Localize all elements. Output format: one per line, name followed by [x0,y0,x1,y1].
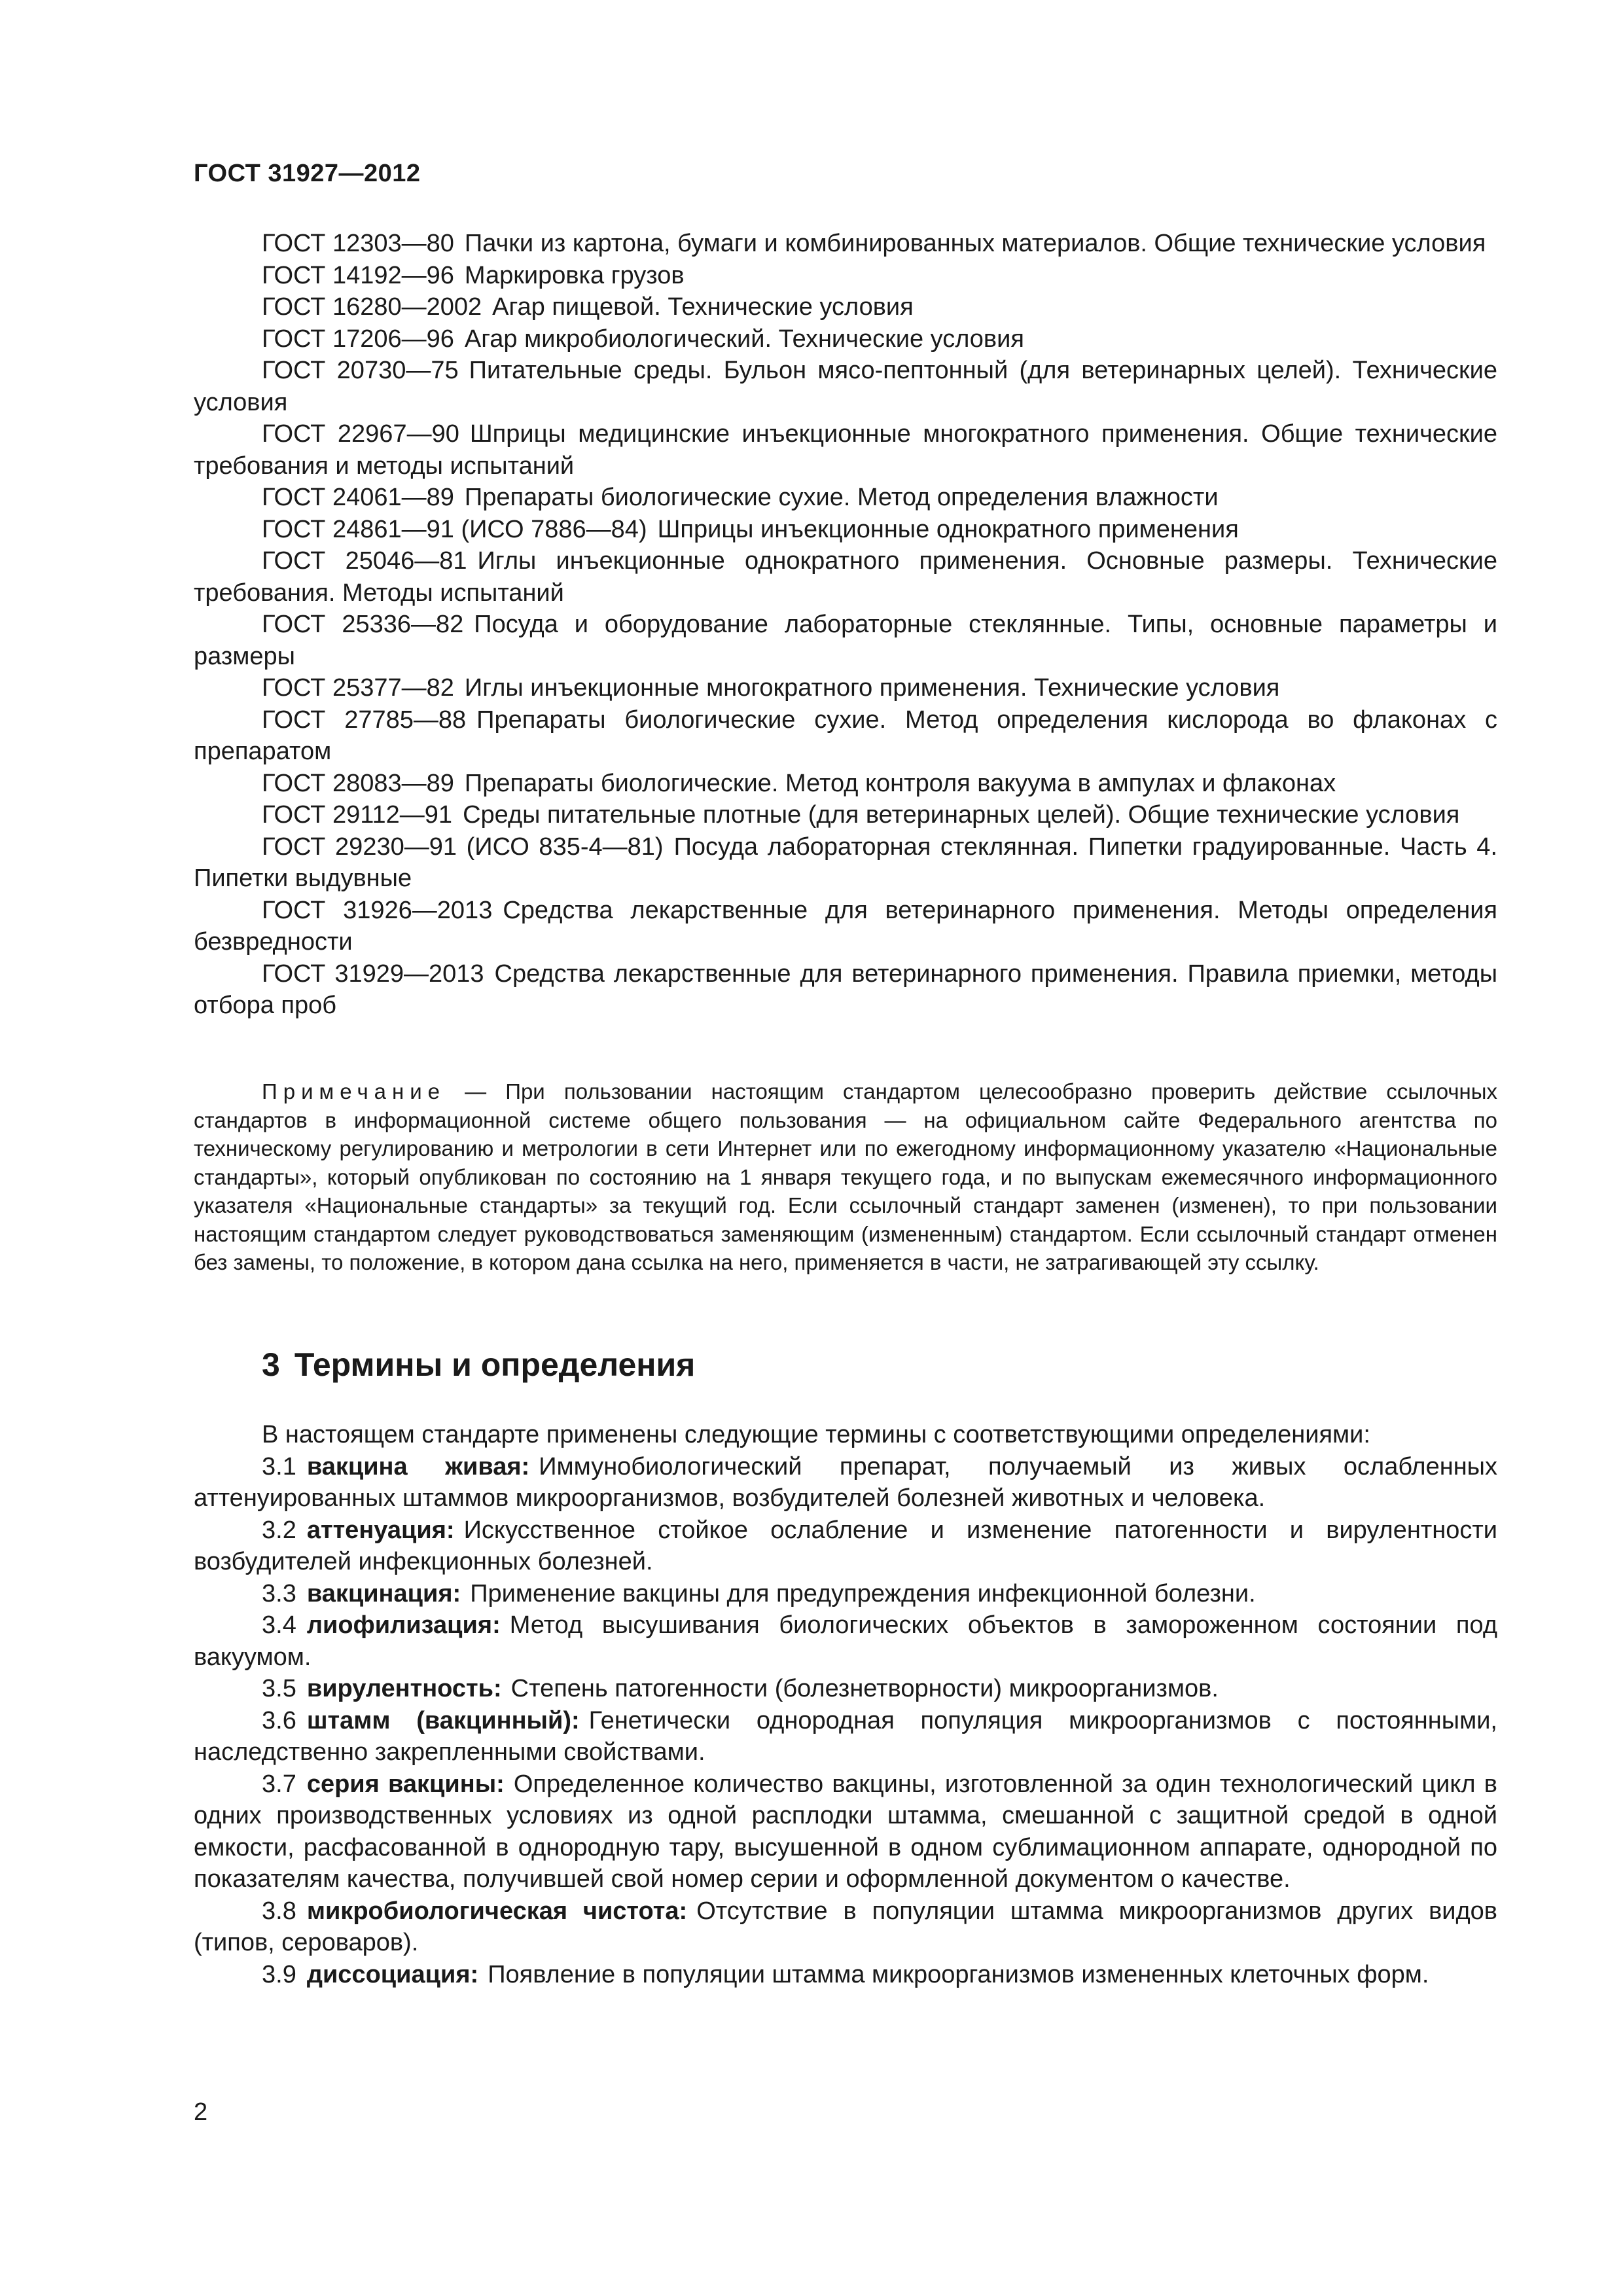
reference-code: ГОСТ 25377—82 [262,674,454,702]
reference-item [194,545,1497,609]
reference-title: Препараты биологические сухие. Метод определения влажности [464,484,1219,511]
term-definition: Иммунобиологический препарат, получаемый из живых ослабленных аттенуированных штаммов микроорганизмов, возбудителей болезней животных и человека. [194,1452,1497,1512]
term-name: микробиологическая чистота: [306,1897,688,1925]
reference-code: ГОСТ 16280—2002 [262,293,482,321]
normative-references-list [194,228,1497,1022]
reference-code: ГОСТ 31929—2013 [262,960,484,988]
reference-code: ГОСТ 29112—91 [262,801,453,829]
reference-item [194,831,1497,895]
term-item [194,1451,1497,1515]
reference-item [194,609,1497,672]
term-definition: Отсутствие в популяции штамма микроорганизмов других видов (типов, сероваров). [194,1897,1497,1956]
term-name: лиофилизация: [306,1611,501,1639]
reference-title: Агар микробиологический. Технические условия [464,325,1024,353]
reference-title: Маркировка грузов [464,261,685,289]
reference-item [194,355,1497,418]
reference-title: Посуда и оборудование лабораторные стеклянные. Типы, основные параметры и размеры [194,611,1498,670]
reference-item [194,228,1497,260]
term-name: штамм (вакцинный): [306,1706,580,1734]
term-number: 3.1 [262,1452,296,1480]
references-note [194,1077,1497,1277]
reference-item [194,799,1497,831]
reference-title: Средства лекарственные для ветеринарного применения. Правила приемки, методы отбора проб [194,960,1498,1019]
term-definition: Определенное количество вакцины, изготовленной за один технологический цикл в одних производственных условиях из одной расплодки штамма, смешанной с защитной средой в одной емкости, расфасованной в однородную тару, высушенной в одном сублимационном аппарате, однородной по показателям качества, получившей свой номер серии и оформленной документом о качестве. [194,1770,1497,1893]
term-item [194,1515,1497,1578]
term-item [194,1705,1497,1768]
document-header: ГОСТ 31927—2012 [194,160,421,187]
reference-code: ГОСТ 27785—88 [262,706,467,734]
term-item [194,1578,1497,1610]
reference-title: Средства лекарственные для ветеринарного применения. Методы определения безвредности [194,896,1497,956]
reference-code: ГОСТ 28083—89 [262,769,454,797]
term-number: 3.7 [262,1770,296,1798]
term-definition: Искусственное стойкое ослабление и изменение патогенности и вирулентности возбудителей инфекционных болезней. [194,1516,1497,1575]
term-definition: Степень патогенности (болезнетворности) микроорганизмов. [510,1675,1219,1702]
term-name: серия вакцины: [306,1770,505,1798]
reference-title: Посуда лабораторная стеклянная. Пипетки градуированные. Часть 4. Пипетки выдувные [194,833,1497,892]
reference-title: Иглы инъекционные однократного применения. Основные размеры. Технические требования. Методы испытаний [194,547,1497,607]
term-name: вакцина живая: [306,1452,530,1480]
section-heading [262,1346,695,1384]
term-name: вирулентность: [306,1675,502,1702]
reference-code: ГОСТ 31926—2013 [262,896,493,924]
term-number: 3.5 [262,1675,296,1702]
section-number: 3 [262,1346,280,1383]
reference-title: Препараты биологические. Метод контроля вакуума в ампулах и флаконах [464,769,1336,797]
reference-title: Шприцы инъекционные однократного применения [657,515,1239,543]
reference-code: ГОСТ 25046—81 [262,547,467,575]
reference-item [194,291,1497,323]
term-name: аттенуация: [306,1516,455,1544]
reference-item [194,260,1497,292]
term-definition: Генетически однородная популяция микроорганизмов с постоянными, наследственно закрепленными свойствами. [194,1706,1497,1766]
terms-list [194,1419,1497,1990]
reference-code: ГОСТ 24061—89 [262,484,454,511]
term-name: диссоциация: [306,1960,479,1988]
reference-item [194,672,1497,704]
term-number: 3.4 [262,1611,296,1639]
reference-item [194,895,1497,958]
reference-code: ГОСТ 20730—75 [262,357,459,384]
section-intro: В настоящем стандарте применены следующие термины с соответствующими определениями: [262,1421,1370,1448]
reference-item [194,704,1497,768]
reference-title: Шприцы медицинские инъекционные многократного применения. Общие технические требования и методы испытаний [194,420,1497,480]
reference-code: ГОСТ 12303—80 [262,230,454,257]
reference-item [194,514,1497,546]
reference-code: ГОСТ 17206—96 [262,325,454,353]
reference-item [194,323,1497,355]
term-number: 3.3 [262,1579,296,1607]
term-number: 3.2 [262,1516,296,1544]
reference-code: ГОСТ 29230—91 (ИСО 835-4—81) [262,833,664,861]
term-definition: Появление в популяции штамма микроорганизмов измененных клеточных форм. [488,1960,1429,1988]
page-number: 2 [194,2098,208,2126]
note-text: — При пользовании настоящим стандартом целесообразно проверить действие ссылочных стандартов в информационной системе общего пользования — на официальном сайте Федерального агентства по техническому регулированию и метрологии в сети Интернет или по ежегодному информационному указателю «Национальные стандарты», который опубликован по состоянию на 1 января текущего года, и по выпускам ежемесячного информационного указателя «Национальные стандарты» за текущий год. Если ссылочный стандарт заменен (изменен), то при пользовании настоящим стандартом следует руководствоваться заменяющим (измененным) стандартом. Если ссылочный стандарт отменен без замены, то положение, в котором дана ссылка на него, применяется в части, не затрагивающей эту ссылку. [194,1079,1497,1274]
term-definition: Метод высушивания биологических объектов в замороженном состоянии под вакуумом. [194,1611,1497,1671]
term-name: вакцинация: [306,1579,461,1607]
term-number: 3.8 [262,1897,296,1925]
term-item [194,1609,1497,1673]
reference-title: Препараты биологические сухие. Метод определения кислорода во флаконах с препаратом [194,706,1498,765]
reference-item [194,418,1497,482]
reference-code: ГОСТ 24861—91 (ИСО 7886—84) [262,515,647,543]
term-item [194,1895,1497,1959]
reference-code: ГОСТ 25336—82 [262,611,464,638]
reference-item [194,768,1497,800]
term-item [194,1768,1497,1895]
reference-title: Среды питательные плотные (для ветеринарных целей). Общие технические условия [463,801,1460,829]
reference-item [194,482,1497,514]
term-number: 3.6 [262,1706,296,1734]
reference-code: ГОСТ 14192—96 [262,261,454,289]
section-title: Термины и определения [294,1346,696,1383]
term-definition: Применение вакцины для предупреждения инфекционной болезни. [470,1579,1256,1607]
note-label: Примечание [262,1079,446,1103]
reference-title: Агар пищевой. Технические условия [492,293,914,321]
term-item [194,1959,1497,1991]
reference-title: Пачки из картона, бумаги и комбинированных материалов. Общие технические условия [464,230,1486,257]
reference-item [194,958,1497,1022]
reference-title: Иглы инъекционные многократного применения. Технические условия [464,674,1280,702]
term-item [194,1673,1497,1705]
term-number: 3.9 [262,1960,296,1988]
reference-code: ГОСТ 22967—90 [262,420,459,448]
reference-title: Питательные среды. Бульон мясо-пептонный (для ветеринарных целей). Технические условия [194,357,1498,416]
